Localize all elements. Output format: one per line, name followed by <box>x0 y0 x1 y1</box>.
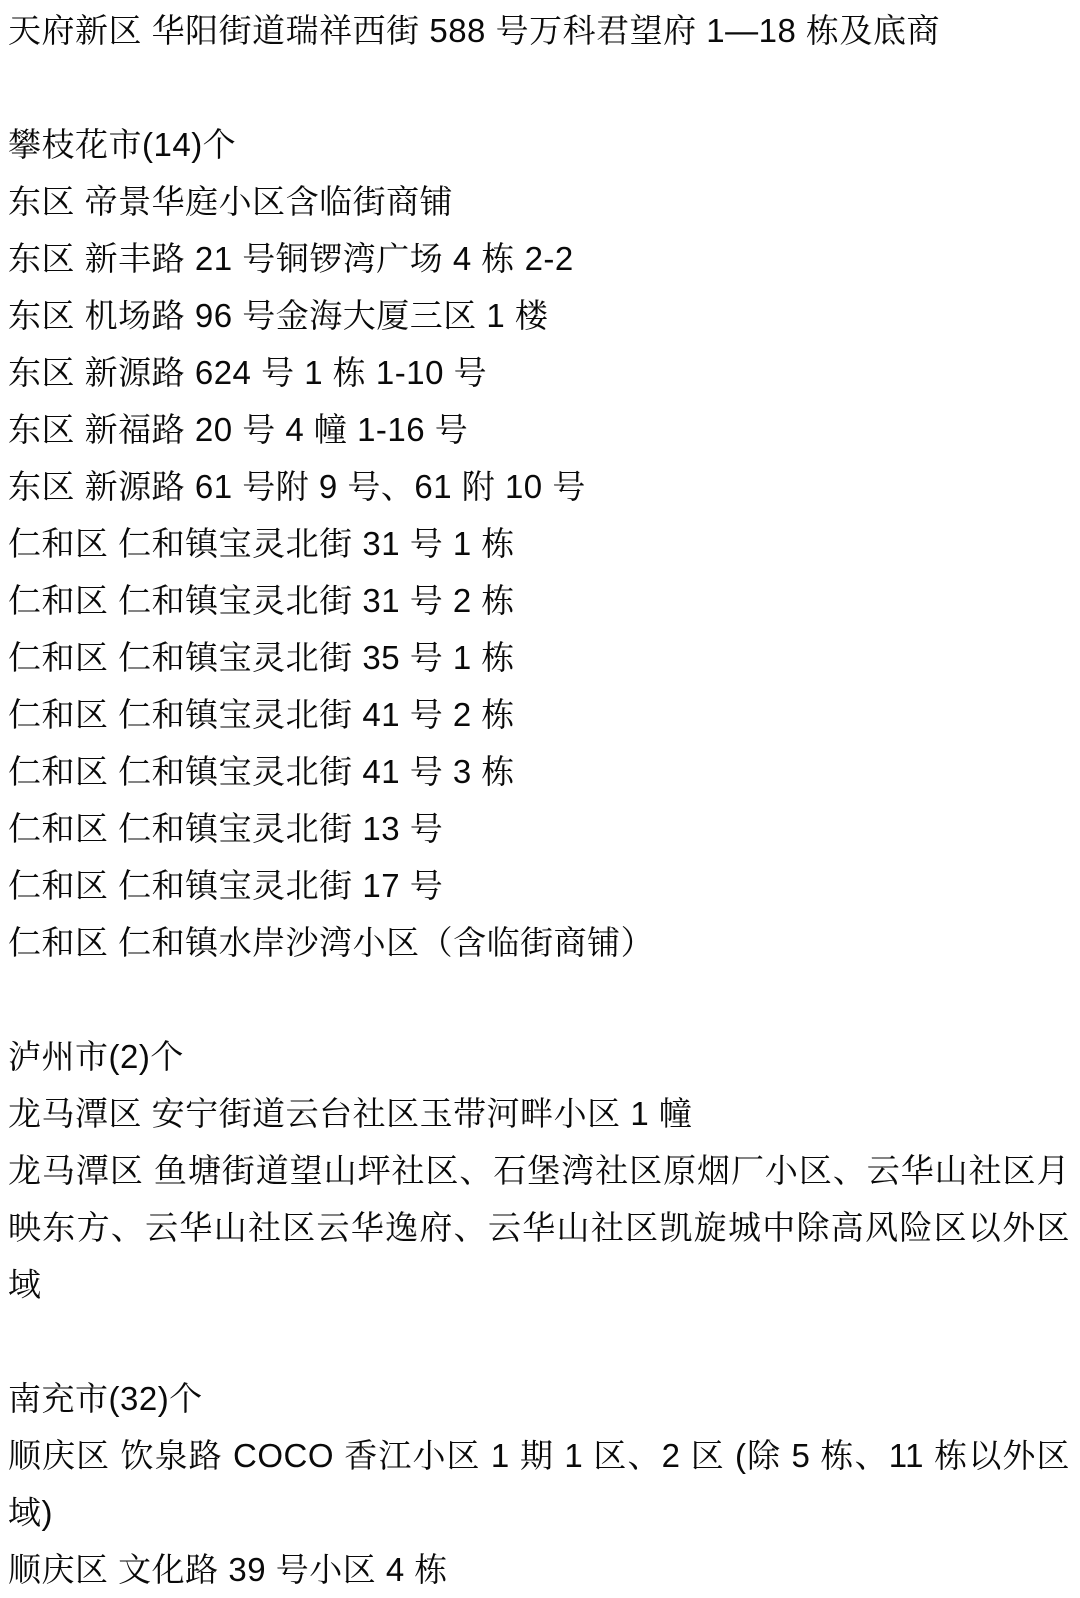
city-section <box>8 971 1070 1313</box>
address-line: 东区 帝景华庭小区含临街商铺 <box>8 183 454 220</box>
address-line: 仁和区 仁和镇宝灵北街 13 号 <box>8 810 444 847</box>
address-line: 顺庆区 文化路 39 号小区 4 栋 <box>8 1551 448 1588</box>
sections-container <box>8 59 1070 1598</box>
address-line: 东区 新源路 61 号附 9 号、61 附 10 号 <box>8 468 586 505</box>
section-gap <box>8 971 1070 1028</box>
address-line: 东区 新福路 20 号 4 幢 1-16 号 <box>8 411 469 448</box>
address-line: 东区 新源路 624 号 1 栋 1-10 号 <box>8 354 488 391</box>
address-line: 仁和区 仁和镇宝灵北街 41 号 3 栋 <box>8 753 515 790</box>
city-section <box>8 59 1070 971</box>
address-line: 仁和区 仁和镇宝灵北街 17 号 <box>8 867 444 904</box>
address-line: 仁和区 仁和镇宝灵北街 31 号 1 栋 <box>8 525 515 562</box>
city-heading: 泸州市(2)个 <box>8 1038 184 1075</box>
section-gap <box>8 59 1070 116</box>
address-line: 东区 新丰路 21 号铜锣湾广场 4 栋 2-2 <box>8 240 574 277</box>
address-line: 仁和区 仁和镇水岸沙湾小区（含临街商铺） <box>8 924 655 961</box>
address-line: 东区 机场路 96 号金海大厦三区 1 楼 <box>8 297 549 334</box>
intro-address-line: 天府新区 华阳街道瑞祥西街 588 号万科君望府 1—18 栋及底商 <box>8 12 940 49</box>
section-gap <box>8 1313 1070 1370</box>
city-heading: 南充市(32)个 <box>8 1380 203 1417</box>
city-heading: 攀枝花市(14)个 <box>8 126 237 163</box>
address-line: 仁和区 仁和镇宝灵北街 35 号 1 栋 <box>8 639 515 676</box>
address-line: 龙马潭区 鱼塘街道望山坪社区、石堡湾社区原烟厂小区、云华山社区月映东方、云华山社区云华逸府、云华山社区凯旋城中除高风险区以外区域 <box>8 1152 1070 1303</box>
address-line: 仁和区 仁和镇宝灵北街 41 号 2 栋 <box>8 696 515 733</box>
city-section <box>8 1313 1070 1598</box>
address-line: 龙马潭区 安宁街道云台社区玉带河畔小区 1 幢 <box>8 1095 693 1132</box>
address-line: 顺庆区 饮泉路 COCO 香江小区 1 期 1 区、2 区 (除 5 栋、11 栋以外区域) <box>8 1437 1070 1531</box>
address-line: 仁和区 仁和镇宝灵北街 31 号 2 栋 <box>8 582 515 619</box>
